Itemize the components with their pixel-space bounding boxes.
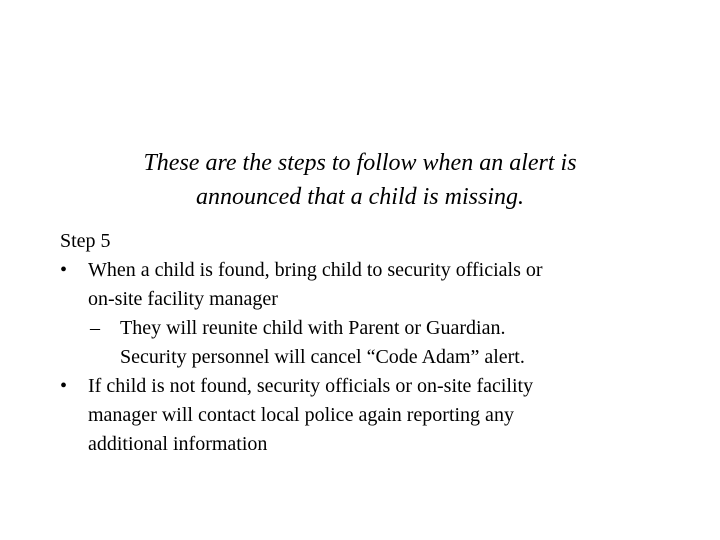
list-item [60, 372, 680, 459]
slide-title [60, 146, 660, 214]
bullet-line: additional information [88, 433, 268, 455]
bullet-line: If child is not found, security officials or on-site facility [88, 375, 534, 397]
list-item [60, 256, 680, 314]
dash-marker: – [90, 317, 100, 339]
bullet-marker: • [60, 375, 68, 397]
sub-bullet-line: They will reunite child with Parent or Guardian. [120, 317, 506, 339]
title-line-1: These are the steps to follow when an alert is [143, 150, 577, 176]
bullet-line: When a child is found, bring child to security officials or [88, 259, 543, 281]
sub-bullet-line: Security personnel will cancel “Code Adam” alert. [120, 346, 525, 368]
step-heading: Step 5 [60, 230, 111, 252]
slide-body [60, 227, 680, 459]
bullet-line: manager will contact local police again reporting any [88, 404, 514, 426]
bullet-line: on-site facility manager [88, 288, 278, 310]
sub-list-item [60, 314, 680, 372]
bullet-marker: • [60, 259, 68, 281]
title-line-2: announced that a child is missing. [196, 184, 524, 210]
